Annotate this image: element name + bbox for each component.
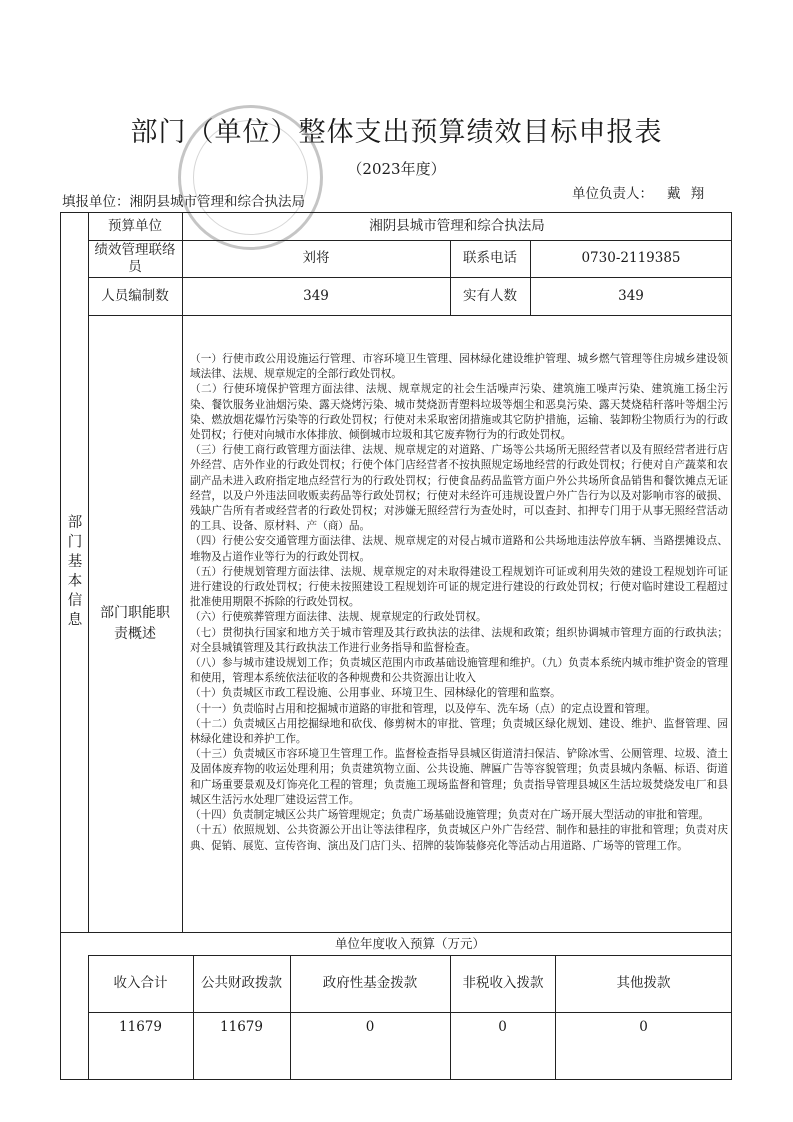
duty-item: （一）行使市政公用设施运行管理、市容环境卫生管理、园林绿化建设维护管理、城乡燃气管理等住房城乡建设领域法律、法规、规章规定的全部行政处罚权。: [190, 353, 728, 381]
staff-quota-label: 人员编制数: [101, 287, 169, 304]
budget-unit-value: 湘阴县城市管理和综合执法局: [369, 217, 545, 234]
staff-quota-value: 349: [303, 287, 329, 304]
budget-col-gov-fund: 政府性基金拨款: [322, 975, 418, 992]
duty-item: （三）行使工商行政管理方面法律、法规、规章规定的对道路、广场等公共场所无照经营者以及有照经营者进行店外经营、店外作业的行政处罚权；行使个体门店经营者不按执照规定场地经营的行政处罚权；行使对自产蔬菜和农副产品未进入政府指定地点经营行为的行政处罚权；行使食品药品监管方面户外公共场所食品销售和餐饮摊点无证经营，以及户外违法回收贩卖药品等行政处罚权；行使对未经许可违规设置户外广告行为以及对影响市容的破损、残缺广告所有者或经营者的行政处罚权；对涉嫌无照经营行为查处时，可以查封、扣押专门用于从事无照经营活动的工具、设备、原材料、产（商）品。: [190, 444, 728, 533]
duty-item: （十二）负责城区占用挖掘绿地和砍伐、修剪树木的审批、管理；负责城区绿化规划、建设、维护、监督管理、园林绿化建设和养护工作。: [190, 717, 728, 746]
contact-value: 刘将: [302, 250, 330, 267]
duty-item: （六）行使殡葬管理方面法律、法规、规章规定的行政处罚权。: [190, 611, 487, 624]
duties-text: [190, 352, 728, 854]
budget-col-total: 收入合计: [113, 975, 168, 992]
budget-col-non-tax: 非税收入拨款: [462, 975, 544, 992]
duty-item: （七）贯彻执行国家和地方关于城市管理及其行政执法的法律、法规和政策；组织协调城市管理方面的行政执法；对全县城镇管理及其行政执法工作进行业务指导和监督检查。: [190, 626, 728, 654]
budget-val-public-finance: 11679: [220, 1018, 263, 1035]
duty-item: （十）负责城区市政工程设施、公用事业、环境卫生、园林绿化的管理和监察。: [190, 687, 561, 700]
grid-line: [182, 212, 183, 932]
grid-line: [88, 315, 732, 316]
duties-label: 部门职能职责概述: [100, 604, 170, 642]
phone-label: 联系电话: [463, 250, 517, 267]
budget-val-non-tax: 0: [498, 1018, 507, 1035]
fill-unit: 填报单位：湘阴县城市管理和综合执法局: [62, 194, 305, 210]
duty-item: （四）行使公安交通管理方面法律、法规、规章规定的对侵占城市道路和公共场地违法停放车辆、当路摆摊设点、堆物及占道作业等行为的行政处罚权。: [190, 535, 728, 563]
duty-item: （二）行使环境保护管理方面法律、法规、规章规定的社会生活噪声污染、建筑施工噪声污染、建筑施工扬尘污染、餐饮服务业油烟污染、露天烧烤污染、城市焚烧沥青塑料垃圾等烟尘和恶臭污染、露天焚烧秸秆落叶等烟尘污染、燃放烟花爆竹污染等的行政处罚权；行使对未采取密闭措施或其它防护措施，运输、装卸粉尘物质行为的行政处罚权；行使对向城市水体排放、倾倒城市垃圾和其它废弃物行为的行政处罚权。: [190, 383, 728, 442]
budget-col-other: 其他拨款: [616, 975, 671, 992]
budget-col-public-finance: 公共财政拨款: [201, 975, 282, 992]
budget-val-other: 0: [639, 1018, 648, 1035]
budget-unit-label: 预算单位: [108, 217, 162, 234]
contact-label: 绩效管理联络员: [94, 241, 176, 275]
actual-staff-value: 349: [618, 287, 644, 304]
page-subtitle: （2023年度）: [347, 160, 446, 178]
responsible-label: 单位负责人：: [572, 186, 653, 202]
duty-item: （五）行使规划管理方面法律、法规、规章规定的对未取得建设工程规划许可证或利用失效的建设工程规划许可证进行建设的行政处罚权；行使未按照建设工程规划许可证的规定进行建设的行政处罚权；行使对临时建设工程超过批准使用期限不拆除的行政处罚权。: [190, 565, 728, 609]
responsible-name: 戴 翔: [667, 186, 708, 202]
phone-value: 0730-2119385: [581, 250, 681, 267]
duty-item: （十一）负责临时占用和挖掘城市道路的审批和管理，以及停车、洗车场（点）的定点设置和管理。: [190, 702, 657, 715]
section-label: 部门基本信息: [65, 513, 82, 631]
duty-item: （十五）依照规划、公共资源公开出让等法律程序，负责城区户外广告经营、制作和悬挂的审批和管理；负责对庆典、促销、展览、宣传咨询、演出及门店门头、招牌的装饰装修亮化等活动占用道路、广场等的管理工作。: [190, 824, 728, 852]
duty-item: （八）参与城市建设规划工作；负责城区范围内市政基础设施管理和维护。（九）负责本系统内城市维护资金的管理和使用，管理本系统依法征收的各种规费和公共资源出让收入: [190, 657, 728, 685]
page-title: 部门（单位）整体支出预算绩效目标申报表: [130, 117, 663, 148]
actual-staff-label: 实有人数: [463, 287, 517, 304]
duty-item: （十三）负责城区市容环境卫生管理工作。监督检查指导县城区街道清扫保洁、铲除冰雪、公厕管理、垃圾、渣土及固体废弃物的收运处理利用；负责建筑物立面、公共设施、牌匾广告等容貌管理；负责县城内条幅、标语、街道和广场重要景观及灯饰亮化工程的管理；负责施工现场监督和管理；负责指导管理县城区生活垃圾焚烧发电厂和县城区生活污水处理厂建设运营工作。: [190, 748, 728, 806]
budget-heading: 单位年度收入预算（万元）: [334, 935, 485, 951]
budget-val-gov-fund: 0: [365, 1018, 375, 1035]
grid-line: [88, 212, 89, 932]
responsible-person: [572, 182, 707, 202]
budget-val-total: 11679: [119, 1018, 162, 1035]
duty-item: （十四）负责制定城区公共广场管理规定；负责广场基础设施管理；负责对在广场开展大型活动的审批和管理。: [190, 809, 710, 822]
